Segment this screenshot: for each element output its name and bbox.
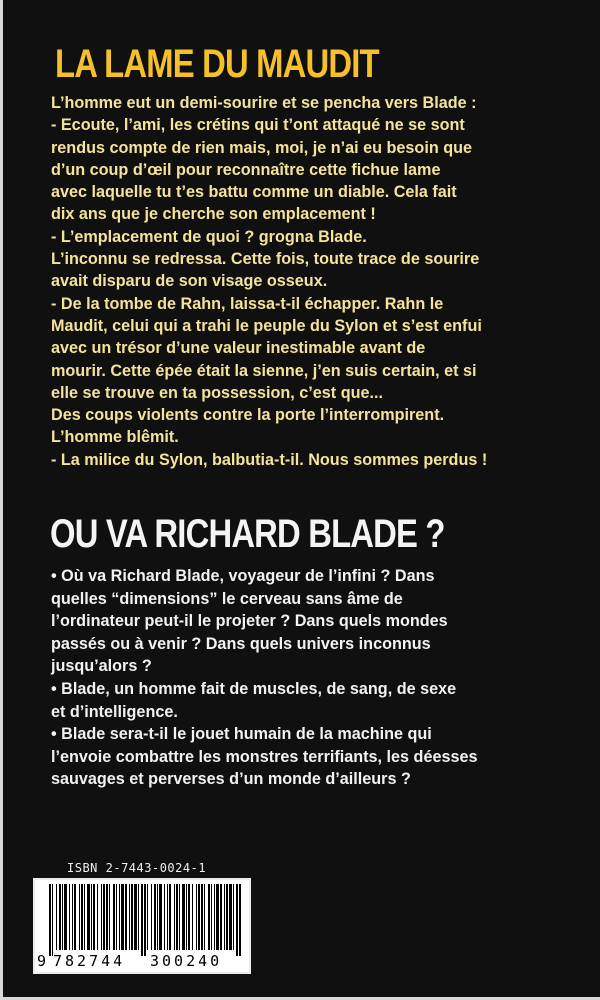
barcode-bar bbox=[159, 884, 162, 950]
excerpt-line: d’un coup d’œil pour reconnaître cette fichue lame bbox=[51, 160, 441, 179]
barcode-bar bbox=[97, 884, 98, 950]
barcode-bar bbox=[69, 884, 70, 950]
isbn-number: ISBN 2-7443-0024-1 bbox=[67, 861, 207, 875]
barcode-bar bbox=[119, 884, 120, 950]
barcode-bar bbox=[121, 884, 124, 950]
barcode-bar bbox=[141, 884, 143, 956]
barcode-bar bbox=[64, 884, 67, 950]
excerpt-line: Maudit, celui qui a trahi le peuple du Sylon et s’est enfui bbox=[51, 316, 482, 335]
barcode-bar bbox=[186, 884, 187, 950]
barcode-bar bbox=[167, 884, 168, 950]
excerpt-line: rendus compte de rien mais, moi, je n’ai eu besoin que bbox=[51, 138, 472, 157]
barcode-bar bbox=[59, 884, 61, 950]
excerpt-line: Des coups violents contre la porte l’interrompirent. bbox=[51, 406, 445, 425]
barcode-bar bbox=[164, 884, 165, 950]
barcode-bar bbox=[169, 884, 171, 950]
barcode-bar bbox=[216, 884, 219, 950]
barcode-bar bbox=[157, 884, 158, 950]
section-title-la-lame-du-maudit: LA LAME DU MAUDIT bbox=[55, 42, 379, 86]
barcode-bar bbox=[87, 884, 90, 950]
description-line: quelles “dimensions” le cerveau sans âme de bbox=[51, 589, 403, 608]
barcode-bar bbox=[81, 884, 83, 950]
barcode-bar bbox=[188, 884, 190, 950]
barcode-bar bbox=[151, 884, 152, 950]
excerpt-line: L’homme eut un demi-sourire et se pencha vers Blade : bbox=[51, 94, 477, 112]
description-line: passés ou à venir ? Dans quels univers inconnus bbox=[51, 634, 431, 653]
barcode-bar bbox=[131, 884, 133, 950]
barcode-bar bbox=[134, 884, 137, 950]
excerpt-line: - De la tombe de Rahn, laissa-t-il échapper. Rahn le bbox=[51, 294, 444, 313]
barcode-bar bbox=[84, 884, 85, 950]
barcode-bar bbox=[52, 884, 53, 956]
barcode-bar bbox=[109, 884, 110, 950]
barcode-bar bbox=[211, 884, 212, 950]
barcode-bar bbox=[147, 884, 148, 950]
description-line: • Blade sera-t-il le jouet humain de la machine qui bbox=[51, 725, 432, 744]
section-title-ou-va-richard-blade: OU VA RICHARD BLADE ? bbox=[50, 512, 445, 556]
barcode-bar bbox=[239, 884, 241, 956]
barcode-bar bbox=[49, 884, 51, 956]
excerpt-line: - Ecoute, l’ami, les crétins qui t’ont attaqué ne se sont bbox=[51, 116, 465, 135]
barcode-bar bbox=[214, 884, 215, 950]
barcode-bar bbox=[201, 884, 203, 950]
barcode-bar bbox=[91, 884, 92, 950]
description-line: • Blade, un homme fait de muscles, de sang, de sexe bbox=[51, 679, 457, 698]
barcode-digits-left: 782744 bbox=[53, 952, 126, 970]
series-description-text bbox=[51, 565, 591, 791]
barcode-bar bbox=[196, 884, 197, 950]
description-line: et d’intelligence. bbox=[51, 702, 178, 721]
barcode-bar bbox=[236, 884, 238, 956]
barcode-bar bbox=[103, 884, 105, 950]
excerpt-line: - L’emplacement de quoi ? grogna Blade. bbox=[51, 227, 367, 246]
barcode-bar bbox=[182, 884, 185, 950]
barcode-bar bbox=[101, 884, 102, 950]
description-line: l’ordinateur peut-il le projeter ? Dans quels mondes bbox=[51, 612, 448, 631]
barcode-bar bbox=[154, 884, 156, 950]
barcode-bar bbox=[229, 884, 232, 950]
excerpt-line: - La milice du Sylon, balbutia-t-il. Nous sommes perdus ! bbox=[51, 450, 488, 469]
barcode-bar bbox=[74, 884, 76, 950]
barcode-first-digit: 9 bbox=[37, 952, 47, 970]
barcode-bar bbox=[179, 884, 180, 950]
barcode-digits-right: 300240 bbox=[150, 952, 223, 970]
barcode-bar bbox=[198, 884, 200, 950]
barcode-bar bbox=[56, 884, 57, 950]
barcode-bar bbox=[144, 884, 146, 956]
description-line: l’envoie combattre les monstres terrifiants, les déesses bbox=[51, 747, 478, 766]
excerpt-text bbox=[51, 92, 591, 471]
barcode-bar bbox=[93, 884, 95, 950]
barcode-bar bbox=[116, 884, 117, 950]
excerpt-line: avec un trésor d’une valeur inestimable avant de bbox=[51, 339, 426, 358]
description-line: sauvages et perverses d’un monde d’ailleurs ? bbox=[51, 770, 411, 789]
barcode-bar bbox=[79, 884, 80, 950]
description-line: • Où va Richard Blade, voyageur de l’infini ? Dans bbox=[51, 567, 435, 585]
excerpt-line: L’homme blêmit. bbox=[51, 428, 179, 447]
barcode-bar bbox=[226, 884, 228, 950]
barcode-bar bbox=[204, 884, 205, 950]
barcode-bar bbox=[176, 884, 178, 950]
barcode-bar bbox=[224, 884, 225, 950]
barcode-bar bbox=[174, 884, 175, 950]
barcode-bar bbox=[72, 884, 73, 950]
barcode-bar bbox=[138, 884, 139, 950]
barcode-bar bbox=[192, 884, 193, 950]
barcode-bar bbox=[62, 884, 63, 950]
description-line: jusqu’alors ? bbox=[51, 657, 152, 676]
barcode bbox=[33, 878, 251, 974]
barcode-bar bbox=[125, 884, 127, 950]
excerpt-line: mourir. Cette épée était la sienne, j’en suis certain, et si bbox=[51, 361, 477, 380]
excerpt-line: avait disparu de son visage osseux. bbox=[51, 272, 328, 291]
barcode-bar bbox=[220, 884, 222, 950]
excerpt-line: L’inconnu se redressa. Cette fois, toute trace de sourire bbox=[51, 250, 480, 269]
barcode-bar bbox=[208, 884, 210, 950]
barcode-bar bbox=[113, 884, 115, 950]
barcode-bar bbox=[129, 884, 130, 950]
excerpt-line: elle se trouve en ta possession, c’est que... bbox=[51, 383, 383, 402]
barcode-bar bbox=[106, 884, 108, 950]
barcode-bar bbox=[233, 884, 234, 950]
excerpt-line: dix ans que je cherche son emplacement ! bbox=[51, 205, 376, 224]
excerpt-line: avec laquelle tu t’es battu comme un diable. Cela fait bbox=[51, 183, 457, 202]
